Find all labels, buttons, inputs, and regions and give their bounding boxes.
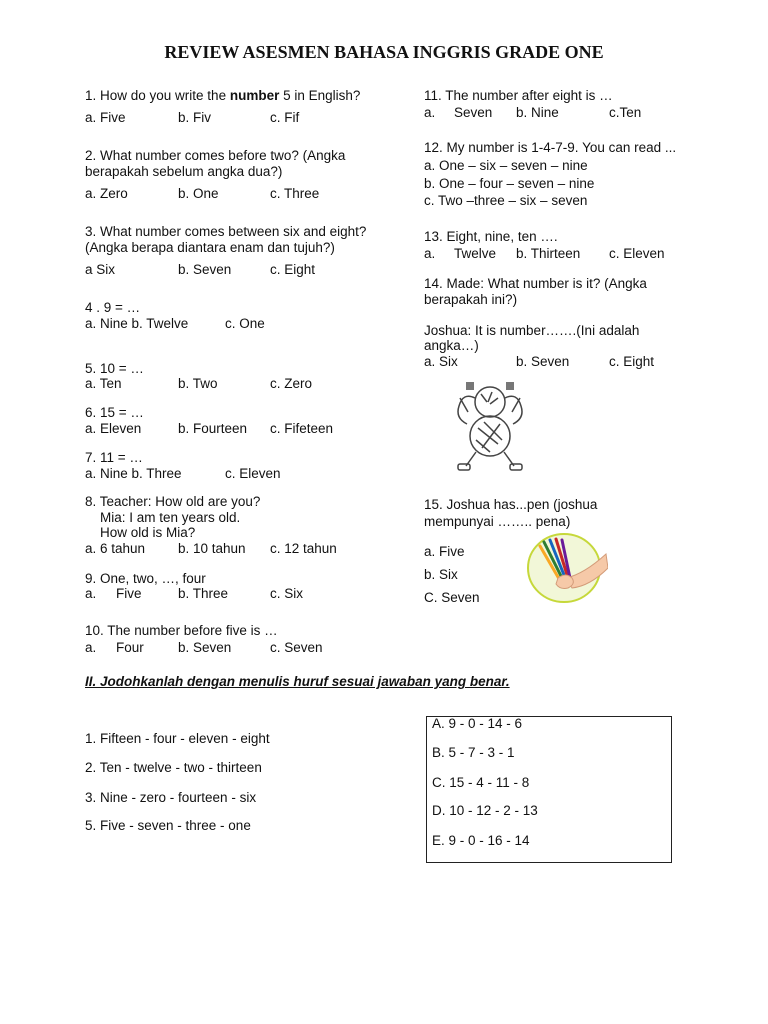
- q13-option-b: b. Thirteen: [516, 246, 581, 261]
- answer-option-c: C. 15 - 4 - 11 - 8: [432, 775, 530, 790]
- answer-option-e: E. 9 - 0 - 16 - 14: [432, 833, 530, 848]
- q10-option-c: c. Seven: [270, 640, 323, 655]
- match-item-3: 3. Nine - zero - fourteen - six: [85, 790, 257, 805]
- q9-option-c: c. Six: [270, 586, 304, 601]
- q6-option-b: b. Fourteen: [178, 421, 248, 436]
- q1-option-b: b. Fiv: [178, 110, 212, 125]
- q15-option-b: b. Six: [424, 567, 458, 582]
- q8-option-a: a. 6 tahun: [85, 541, 146, 556]
- q4-option-c: c. One: [225, 316, 265, 331]
- q10-option-a-letter: a.: [85, 640, 97, 655]
- q6-question: 6. 15 = …: [85, 405, 144, 420]
- worksheet-title: REVIEW ASESMEN BAHASA INGGRIS GRADE ONE: [164, 42, 604, 62]
- match-item-1: 1. Fifteen - four - eleven - eight: [85, 731, 270, 746]
- q11-option-a: Seven: [454, 105, 493, 120]
- answer-option-a: A. 9 - 0 - 14 - 6: [432, 716, 523, 731]
- q14-line2: berapakah ini?): [424, 292, 518, 307]
- q3-option-b: b. Seven: [178, 262, 232, 277]
- q14-line1: 14. Made: What number is it? (Angka: [424, 276, 647, 291]
- q11-question: 11. The number after eight is …: [424, 88, 613, 103]
- q2-line2: berapakah sebelum angka dua?): [85, 164, 283, 179]
- q14-line3: Joshua: It is number…….(Ini adalah: [424, 323, 640, 338]
- section-2-heading: II. Jodohkanlah dengan menulis huruf sesuai jawaban yang benar.: [85, 674, 510, 689]
- q14-option-b: b. Seven: [516, 354, 570, 369]
- answer-option-b: B. 5 - 7 - 3 - 1: [432, 745, 515, 760]
- hand-with-pens-illustration: [526, 530, 608, 606]
- answer-option-d: D. 10 - 12 - 2 - 13: [432, 803, 538, 818]
- q7-question: 7. 11 = …: [85, 450, 143, 465]
- q3-line2: (Angka berapa diantara enam dan tujuh?): [85, 240, 335, 255]
- match-item-5: 5. Five - seven - three - one: [85, 818, 251, 833]
- q8-line2: Mia: I am ten years old.: [100, 510, 241, 525]
- q15-option-a: a. Five: [424, 544, 465, 559]
- q5-question: 5. 10 = …: [85, 361, 144, 376]
- q9-option-b: b. Three: [178, 586, 229, 601]
- q12-option-b: b. One – four – seven – nine: [424, 176, 595, 191]
- q14-line4: angka…): [424, 338, 479, 353]
- q2-line1: 2. What number comes before two? (Angka: [85, 148, 346, 163]
- q2-option-c: c. Three: [270, 186, 320, 201]
- q15-line1: 15. Joshua has...pen (joshua: [424, 497, 598, 512]
- q2-option-a: a. Zero: [85, 186, 128, 201]
- q7-options-ab: a. Nine b. Three: [85, 466, 182, 481]
- q1-question: [85, 88, 360, 103]
- q5-option-a: a. Ten: [85, 376, 122, 391]
- q8-line1: 8. Teacher: How old are you?: [85, 494, 261, 509]
- q11-option-a-letter: a.: [424, 105, 436, 120]
- q14-option-a: a. Six: [424, 354, 458, 369]
- number-character-illustration: [448, 378, 538, 474]
- q15-line2: mempunyai …….. pena): [424, 514, 571, 529]
- q1-pre: 1. How do you write the: [85, 88, 230, 103]
- q1-bold: number: [229, 88, 280, 103]
- match-item-2: 2. Ten - twelve - two - thirteen: [85, 760, 262, 775]
- q6-option-a: a. Eleven: [85, 421, 142, 436]
- q13-option-a-letter: a.: [424, 246, 436, 261]
- q10-option-b: b. Seven: [178, 640, 232, 655]
- q4-options-ab: a. Nine b. Twelve: [85, 316, 189, 331]
- q13-option-a: Twelve: [454, 246, 497, 261]
- q6-option-c: c. Fifeteen: [270, 421, 334, 436]
- q8-option-b: b. 10 tahun: [178, 541, 246, 556]
- q12-option-c: c. Two –three – six – seven: [424, 193, 588, 208]
- q10-question: 10. The number before five is …: [85, 623, 278, 638]
- q10-option-a: Four: [116, 640, 144, 655]
- q8-option-c: c. 12 tahun: [270, 541, 337, 556]
- q9-option-a-letter: a.: [85, 586, 97, 601]
- q3-line1: 3. What number comes between six and eight?: [85, 224, 367, 239]
- q5-option-c: c. Zero: [270, 376, 313, 391]
- q1-post: 5 in English?: [279, 88, 361, 103]
- q14-option-c: c. Eight: [609, 354, 655, 369]
- q12-option-a: a. One – six – seven – nine: [424, 158, 588, 173]
- q3-option-a: a Six: [85, 262, 116, 277]
- q12-question: 12. My number is 1-4-7-9. You can read ...: [424, 140, 677, 155]
- q1-option-a: a. Five: [85, 110, 126, 125]
- q13-question: 13. Eight, nine, ten ….: [424, 229, 558, 244]
- q9-question: 9. One, two, …, four: [85, 571, 206, 586]
- q7-option-c: c. Eleven: [225, 466, 281, 481]
- q11-option-c: c.Ten: [609, 105, 642, 120]
- q8-line3: How old is Mia?: [100, 525, 196, 540]
- q11-option-b: b. Nine: [516, 105, 559, 120]
- q2-option-b: b. One: [178, 186, 219, 201]
- q9-option-a: Five: [116, 586, 142, 601]
- q5-option-b: b. Two: [178, 376, 218, 391]
- q15-option-c: C. Seven: [424, 590, 480, 605]
- q3-option-c: c. Eight: [270, 262, 316, 277]
- q4-question: 4 . 9 = …: [85, 300, 141, 315]
- q13-option-c: c. Eleven: [609, 246, 665, 261]
- q1-option-c: c. Fif: [270, 110, 300, 125]
